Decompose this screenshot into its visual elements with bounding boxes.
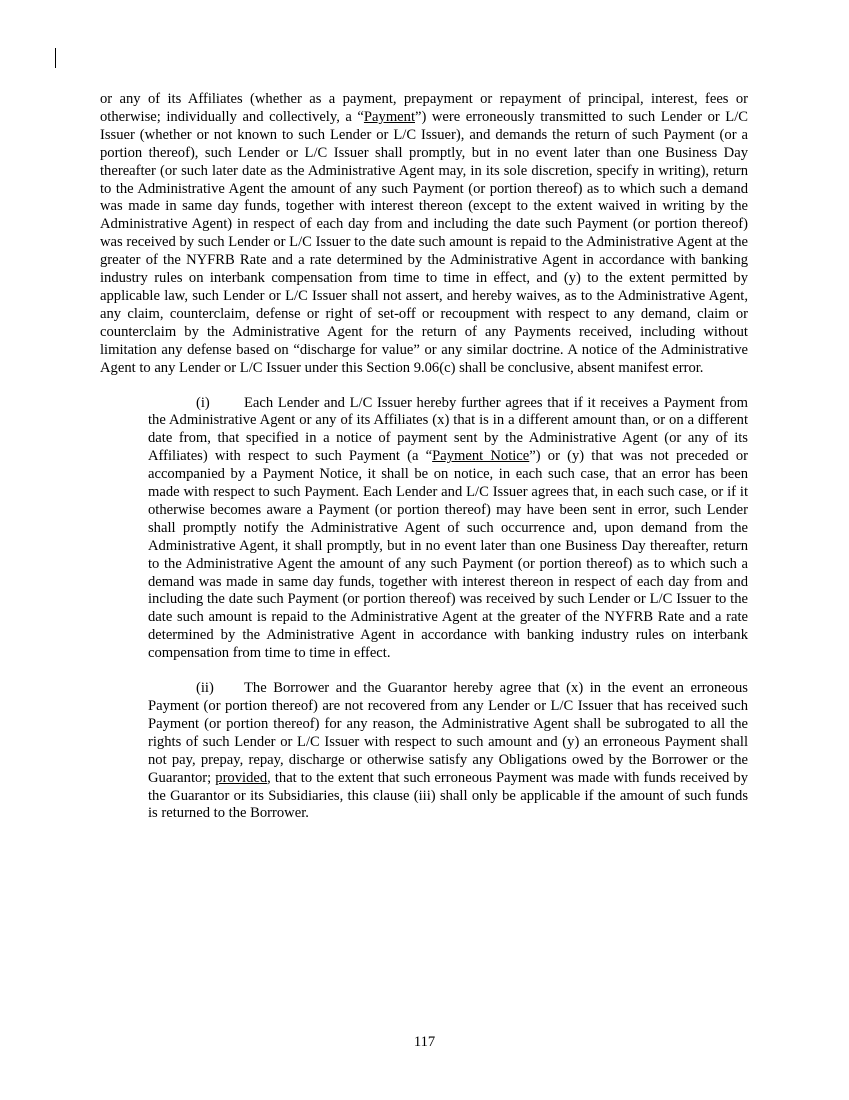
term-provided: provided <box>215 769 268 786</box>
text-run: or any of its Affiliates (whether as a payment, prepayment or repayment of principal, interest, fees or otherwise; individually and collectively, a “ <box>100 91 748 125</box>
page-body <box>100 91 748 823</box>
paragraph-section-9-06-c-continued <box>100 91 748 378</box>
text-run: ”) were erroneously transmitted to such Lender or L/C Issuer (whether or not known to such Lender or L/C Issuer), and demands the return of such Payment (or a portion thereof), such Lender or L/C Issuer shall promptly, but in no event later than one Business Day thereafter (or such later date as the Administrative Agent may, in its sole discretion, specify in writing), return to the Administrative Agent the amount of any such Payment (or portion thereof) as to which such a demand was made in same day funds, together with interest thereon (except to the extent waived in writing by the Administrative Agent) in respect of each day from and including the date such Payment (or portion thereof) was received by such Lender or L/C Issuer to the date such amount is repaid to the Administrative Agent at the greater of the NYFRB Rate and a rate determined by the Administrative Agent in accordance with banking industry rules on interbank compensation from time to time in effect, and (y) to the extent permitted by applicable law, such Lender or L/C Issuer shall not assert, and hereby waives, as to the Administrative Agent, any claim, counterclaim, defense or right of set-off or recoupment with respect to any demand, claim or counterclaim by the Administrative Agent for the return of any Payments received, including without limitation any defense based on “discharge for value” or any similar doctrine. A notice of the Administrative Agent to any Lender or L/C Issuer under this Section 9.06(c) shall be conclusive, absent manifest error. <box>100 108 748 376</box>
defined-term-payment: Payment <box>363 108 415 125</box>
clause-label-ii: (ii) <box>196 680 214 697</box>
page-number: 117 <box>413 1034 436 1050</box>
defined-term-payment-notice: Payment Notice <box>432 448 530 465</box>
revision-change-bar <box>55 48 56 68</box>
text-run: The Borrower and the Guarantor hereby agree that (x) in the event an erroneous Payment (or portion thereof) are not recovered from any Lender or L/C Issuer that has received such Payment (or portion thereof) for any reason, the Administrative Agent shall be subrogated to all the rights of such Lender or L/C Issuer with respect to such amount and (y) an erroneous Payment shall not pay, prepay, repay, discharge or otherwise satisfy any Obligations owed by the Borrower or the Guarantor; <box>148 680 748 786</box>
text-run: ”) or (y) that was not preceded or accompanied by a Payment Notice, it shall be on notice, in each such case, that an error has been made with respect to such Payment. Each Lender and L/C Issuer agrees that, in each such case, or if it otherwise becomes aware a Payment (or portion thereof) may have been sent in error, such Lender shall promptly notify the Administrative Agent of such occurrence and, upon demand from the Administrative Agent, it shall promptly, but in no event later than one Business Day thereafter, return to the Administrative Agent the amount of any such Payment (or portion thereof) as to which such a demand was made in same day funds, together with interest thereon in respect of each day from and including the date such Payment (or portion thereof) was received by such Lender or L/C Issuer to the date such amount is repaid to the Administrative Agent at the greater of the NYFRB Rate and a rate determined by the Administrative Agent in accordance with banking industry rules on interbank compensation from time to time in effect. <box>148 448 748 662</box>
clause-label-i: (i) <box>196 394 210 411</box>
text-run: Each Lender and L/C Issuer hereby further agrees that if it receives a Payment from the Administrative Agent or any of its Affiliates (x) that is in a different amount than, or on a different date from, that specified in a notice of payment sent by the Administrative Agent (or any of its Affiliates) with respect to such Payment (a “ <box>148 394 748 465</box>
paragraph-clause-i <box>148 395 748 664</box>
text-run: , that to the extent that such erroneous Payment was made with funds received by the Guarantor or its Subsidiaries, this clause (iii) shall only be applicable if the amount of such funds is returned to the Borrower. <box>148 769 748 822</box>
paragraph-clause-ii <box>148 680 748 823</box>
